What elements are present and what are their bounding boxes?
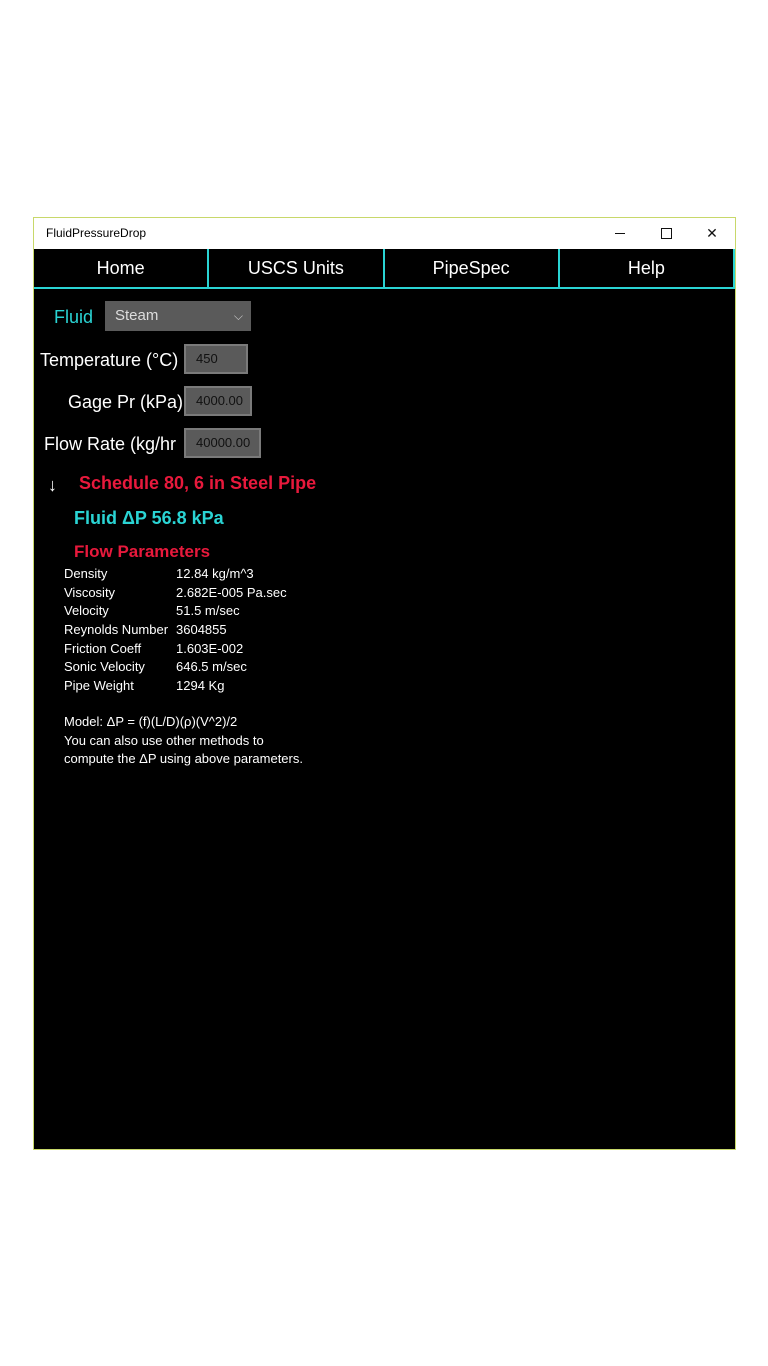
param-key: Reynolds Number [64, 622, 169, 638]
param-key: Velocity [64, 603, 109, 619]
flow-rate-input[interactable]: 40000.00 [184, 428, 261, 458]
minimize-button[interactable] [597, 218, 643, 249]
flow-rate-label: Flow Rate (kg/hr [44, 434, 177, 454]
maximize-button[interactable] [643, 218, 689, 249]
model-description [64, 713, 303, 769]
pipe-spec-result: Schedule 80, 6 in Steel Pipe [79, 473, 317, 493]
param-value: 1.603E-002 [176, 640, 244, 656]
window-title: FluidPressureDrop [46, 226, 147, 240]
fluid-select-value: Steam [115, 307, 159, 324]
title-bar [34, 218, 735, 249]
arrow-down-icon: ↓ [48, 475, 57, 495]
nav-pipespec-button[interactable]: PipeSpec [385, 249, 560, 287]
param-key: Sonic Velocity [64, 659, 145, 675]
model-line: You can also use other methods to [64, 732, 264, 748]
model-line: compute the ΔP using above parameters. [64, 751, 303, 766]
minimize-icon [615, 233, 625, 234]
temperature-input[interactable]: 450 [184, 344, 248, 374]
model-line: Model: ΔP = (f)(L/D)(ρ)(V^2)/2 [64, 714, 238, 729]
nav-home-button[interactable]: Home [34, 249, 209, 287]
pressure-label: Gage Pr (kPa) [68, 392, 184, 412]
param-key: Pipe Weight [64, 678, 134, 694]
app-window [33, 217, 736, 1150]
pressure-input[interactable]: 4000.00 [184, 386, 252, 416]
param-key: Density [64, 566, 108, 581]
param-value: 51.5 m/sec [176, 603, 240, 619]
param-value: 3604855 [176, 622, 227, 638]
maximize-icon [661, 228, 672, 239]
main-content [34, 289, 735, 1149]
fluid-select[interactable] [105, 301, 251, 331]
param-value: 2.682E-005 Pa.sec [176, 584, 287, 600]
temperature-label: Temperature (°C) [40, 350, 179, 370]
delta-p-result: Fluid ΔP 56.8 kPa [74, 508, 224, 528]
flow-parameters-title: Flow Parameters [74, 542, 211, 561]
nav-uscs-units-button[interactable]: USCS Units [209, 249, 384, 287]
nav-bar [34, 249, 735, 289]
param-value: 1294 Kg [176, 678, 225, 694]
nav-help-button[interactable]: Help [560, 249, 735, 287]
param-key: Viscosity [64, 584, 116, 600]
close-button[interactable] [689, 218, 735, 249]
param-key: Friction Coeff [64, 640, 142, 656]
fluid-label: Fluid [54, 307, 94, 327]
param-value: 646.5 m/sec [176, 659, 247, 675]
param-value: 12.84 kg/m^3 [176, 566, 254, 581]
close-icon: ✕ [706, 225, 718, 241]
chevron-down-icon: ⌵ [233, 309, 243, 323]
